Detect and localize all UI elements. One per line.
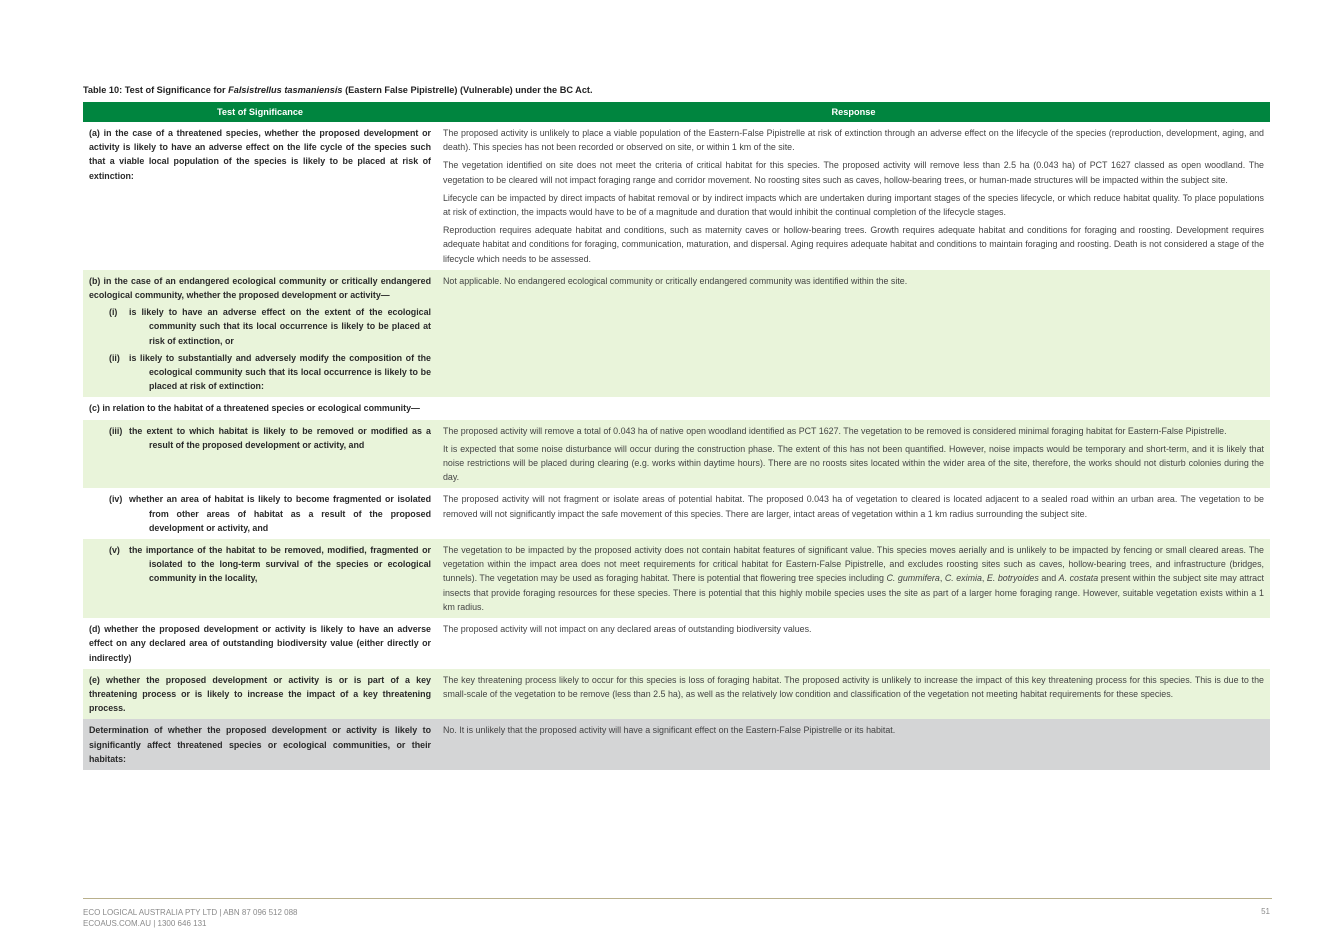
question-iv [83,488,437,539]
header-test: Test of Significance [83,102,437,122]
response-paragraph: It is expected that some noise disturbance will occur during the construction phase. The extent of this has not been quantified. However, noise impacts would be temporary and short-term, and it is likely that noise restrictions will be placed during clearing (e.g. works within daytime hours). There are no roosts sites located within the wider area of the site, therefore, the works should not disturb colonies during the day. [443,443,1264,483]
determination-response: No. It is unlikely that the proposed activity will have a significant effect on the Eastern-False Pipistrelle or its habitat. [437,719,1270,770]
sub-item-text: whether an area of habitat is likely to become fragmented or isolated from other areas of habitat as a result of the proposed development or activity, and [129,494,431,533]
species-name: C. eximia [944,573,982,584]
question-d: (d) whether the proposed development or activity is likely to have an adverse effect on any declared area of outstanding biodiversity value (either directly or indirectly) [83,618,437,669]
sub-item-number: (ii) [109,352,120,363]
question-b [83,270,437,398]
table-row [83,719,1270,770]
sub-item-i [89,305,431,348]
footer-company-info [83,907,297,929]
response-iii [437,420,1270,489]
footer-contact: ECOAUS.COM.AU | 1300 646 131 [83,919,207,928]
sub-item-iv [89,492,431,535]
table-row [83,397,1270,419]
table-row [83,669,1270,720]
sub-item-v [89,543,431,586]
question-a: (a) in the case of a threatened species, whether the proposed development or activity is likely to have an adverse effect on the life cycle of the species such that a viable local population of the species is likely to be placed at risk of extinction: [83,122,437,270]
sub-item-number: (i) [109,307,118,318]
response-c [437,397,1270,419]
response-paragraph: The vegetation identified on site does not meet the criteria of critical habitat for this species. The proposed activity will remove less than 2.5 ha (0.043 ha) of PCT 1627 classed as open woodland. The vegetation to be cleared will not impact foraging range and corridor movement. No roosting sites such as caves, hollow-bearing trees, or human-made structures will be impacted within the subject site. [443,160,1264,185]
table-caption [83,85,593,95]
sub-item-text: is likely to have an adverse effect on the extent of the ecological community such that its local occurrence is likely to be placed at risk of extinction, or [129,307,431,346]
response-paragraph: The proposed activity will remove a total of 0.043 ha of native open woodland identified as PCT 1627. The vegetation to be removed is considered minimal foraging habitat for Eastern-False Pipistrelle. [443,425,1227,436]
determination-question: Determination of whether the proposed development or activity is likely to significantly affect threatened species or ecological communities, or their habitats: [83,719,437,770]
sub-item-ii [89,351,431,394]
caption-suffix: (Eastern False Pipistrelle) (Vulnerable) under the BC Act. [342,85,593,95]
sub-item-text: the extent to which habitat is likely to be removed or modified as a result of the proposed development or activity, and [129,425,431,450]
response-text: present within the subject site may attract insects that provide foraging resources for these species. There is potential that this highly mobile species uses the site as part of a larger home foraging range. However, suitable vegetation exists within a 1 km radius. [443,573,1264,612]
table-row [83,488,1270,539]
header-response: Response [437,102,1270,122]
sub-item-text: is likely to substantially and adversely modify the composition of the ecological community such that its local occurrence is likely to be placed at risk of extinction: [129,352,431,392]
caption-species: Falsistrellus tasmaniensis [228,85,343,95]
table-header-row [83,102,1270,122]
sub-item-number: (iv) [109,494,123,505]
response-e: The key threatening process likely to occur for this species is loss of foraging habitat. The proposed activity is unlikely to increase the impact of this key threatening process for this species. This is due to the small-scale of the vegetation to be remove (less than 2.5 ha), as well as the relatively low condition and classification of the vegetation not meeting habitat requirements for these species. [437,669,1270,720]
footer-company: ECO LOGICAL AUSTRALIA PTY LTD | ABN 87 096 512 088 [83,908,298,917]
species-name: E. botryoides [986,573,1039,584]
response-text: The vegetation to be impacted by the proposed activity does not contain habitat features of significant value. This species moves aerially and is unlikely to be impacted by fencing or small cleared areas. The vegetation within the impact area does not meet requirements for critical habitat for Eastern-False Pipistrelle, and excludes roosting sites such as caves, hollow-bearing trees, and infrastructure (bridges, tunnels). The vegetation may be used as foraging habitat. There is potential that flowering tree species including [443,545,1264,584]
species-name: A. costata [1058,573,1099,584]
separator: and [1038,573,1059,584]
question-c: (c) in relation to the habitat of a threatened species or ecological community— [83,397,437,419]
sub-item-text: the importance of the habitat to be removed, modified, fragmented or isolated to the long-term survival of the species or ecological community in the locality, [129,545,431,584]
response-paragraph: The proposed activity is unlikely to place a viable population of the Eastern-False Pipistrelle at risk of extinction through an adverse effect on the lifecycle of the species (reproduction, development, aging, and death). This species has not been recorded or observed on site, or within 1 km of the site. [443,128,1264,153]
response-paragraph: Lifecycle can be impacted by direct impacts of habitat removal or by indirect impacts which are undertaken during important stages of the species lifecycle, or which reduce habitat quality. To place populations at risk of extinction, the impacts would have to be of a magnitude and duration that would inhibit the continual completion of the lifecycle stages. [443,192,1264,218]
separator: , [981,573,987,584]
sub-item-number: (iii) [109,425,123,436]
sub-item-number: (v) [109,545,120,556]
caption-prefix: Table 10: Test of Significance for [83,85,229,95]
question-iii [83,420,437,489]
footer-divider [83,898,1272,899]
table-row [83,122,1270,270]
response-b: Not applicable. No endangered ecological community or critically endangered community was identified within the site. [437,270,1270,398]
table-row [83,539,1270,618]
table-row [83,618,1270,669]
question-b-text: (b) in the case of an endangered ecological community or critically endangered ecological community, whether the proposed development or activity— [89,275,431,301]
sub-item-iii [89,424,431,452]
question-v [83,539,437,618]
response-paragraph: Reproduction requires adequate habitat and conditions, such as maternity caves or hollow-bearing trees. Growth requires adequate habitat and conditions for foraging and roosting. Development requires adequate habitat and conditions for foraging, communication, maturation, and dispersal. Aging requires adequate habitat and conditions to maintain foraging and roosting. Death is not considered a stage of the lifecycle which needs to be assessed. [443,225,1264,264]
question-e: (e) whether the proposed development or activity is or is part of a key threatening process or is likely to increase the impact of a key threatening process. [83,669,437,720]
separator: , [939,573,945,584]
species-name: C. gummifera [886,573,940,584]
table-row [83,270,1270,398]
page-number: 51 [1261,907,1270,916]
response-d: The proposed activity will not impact on any declared areas of outstanding biodiversity values. [437,618,1270,669]
significance-table [83,102,1270,770]
response-a [437,122,1270,270]
response-iv: The proposed activity will not fragment or isolate areas of potential habitat. The proposed 0.043 ha of vegetation to cleared is located adjacent to a sealed road within an urban area. The vegetation to be removed will not significantly impact the safe movement of this species. There are larger, intact areas of vegetation within a 1 km radius surrounding the subject site. [437,488,1270,539]
response-v [437,539,1270,618]
table-row [83,420,1270,489]
